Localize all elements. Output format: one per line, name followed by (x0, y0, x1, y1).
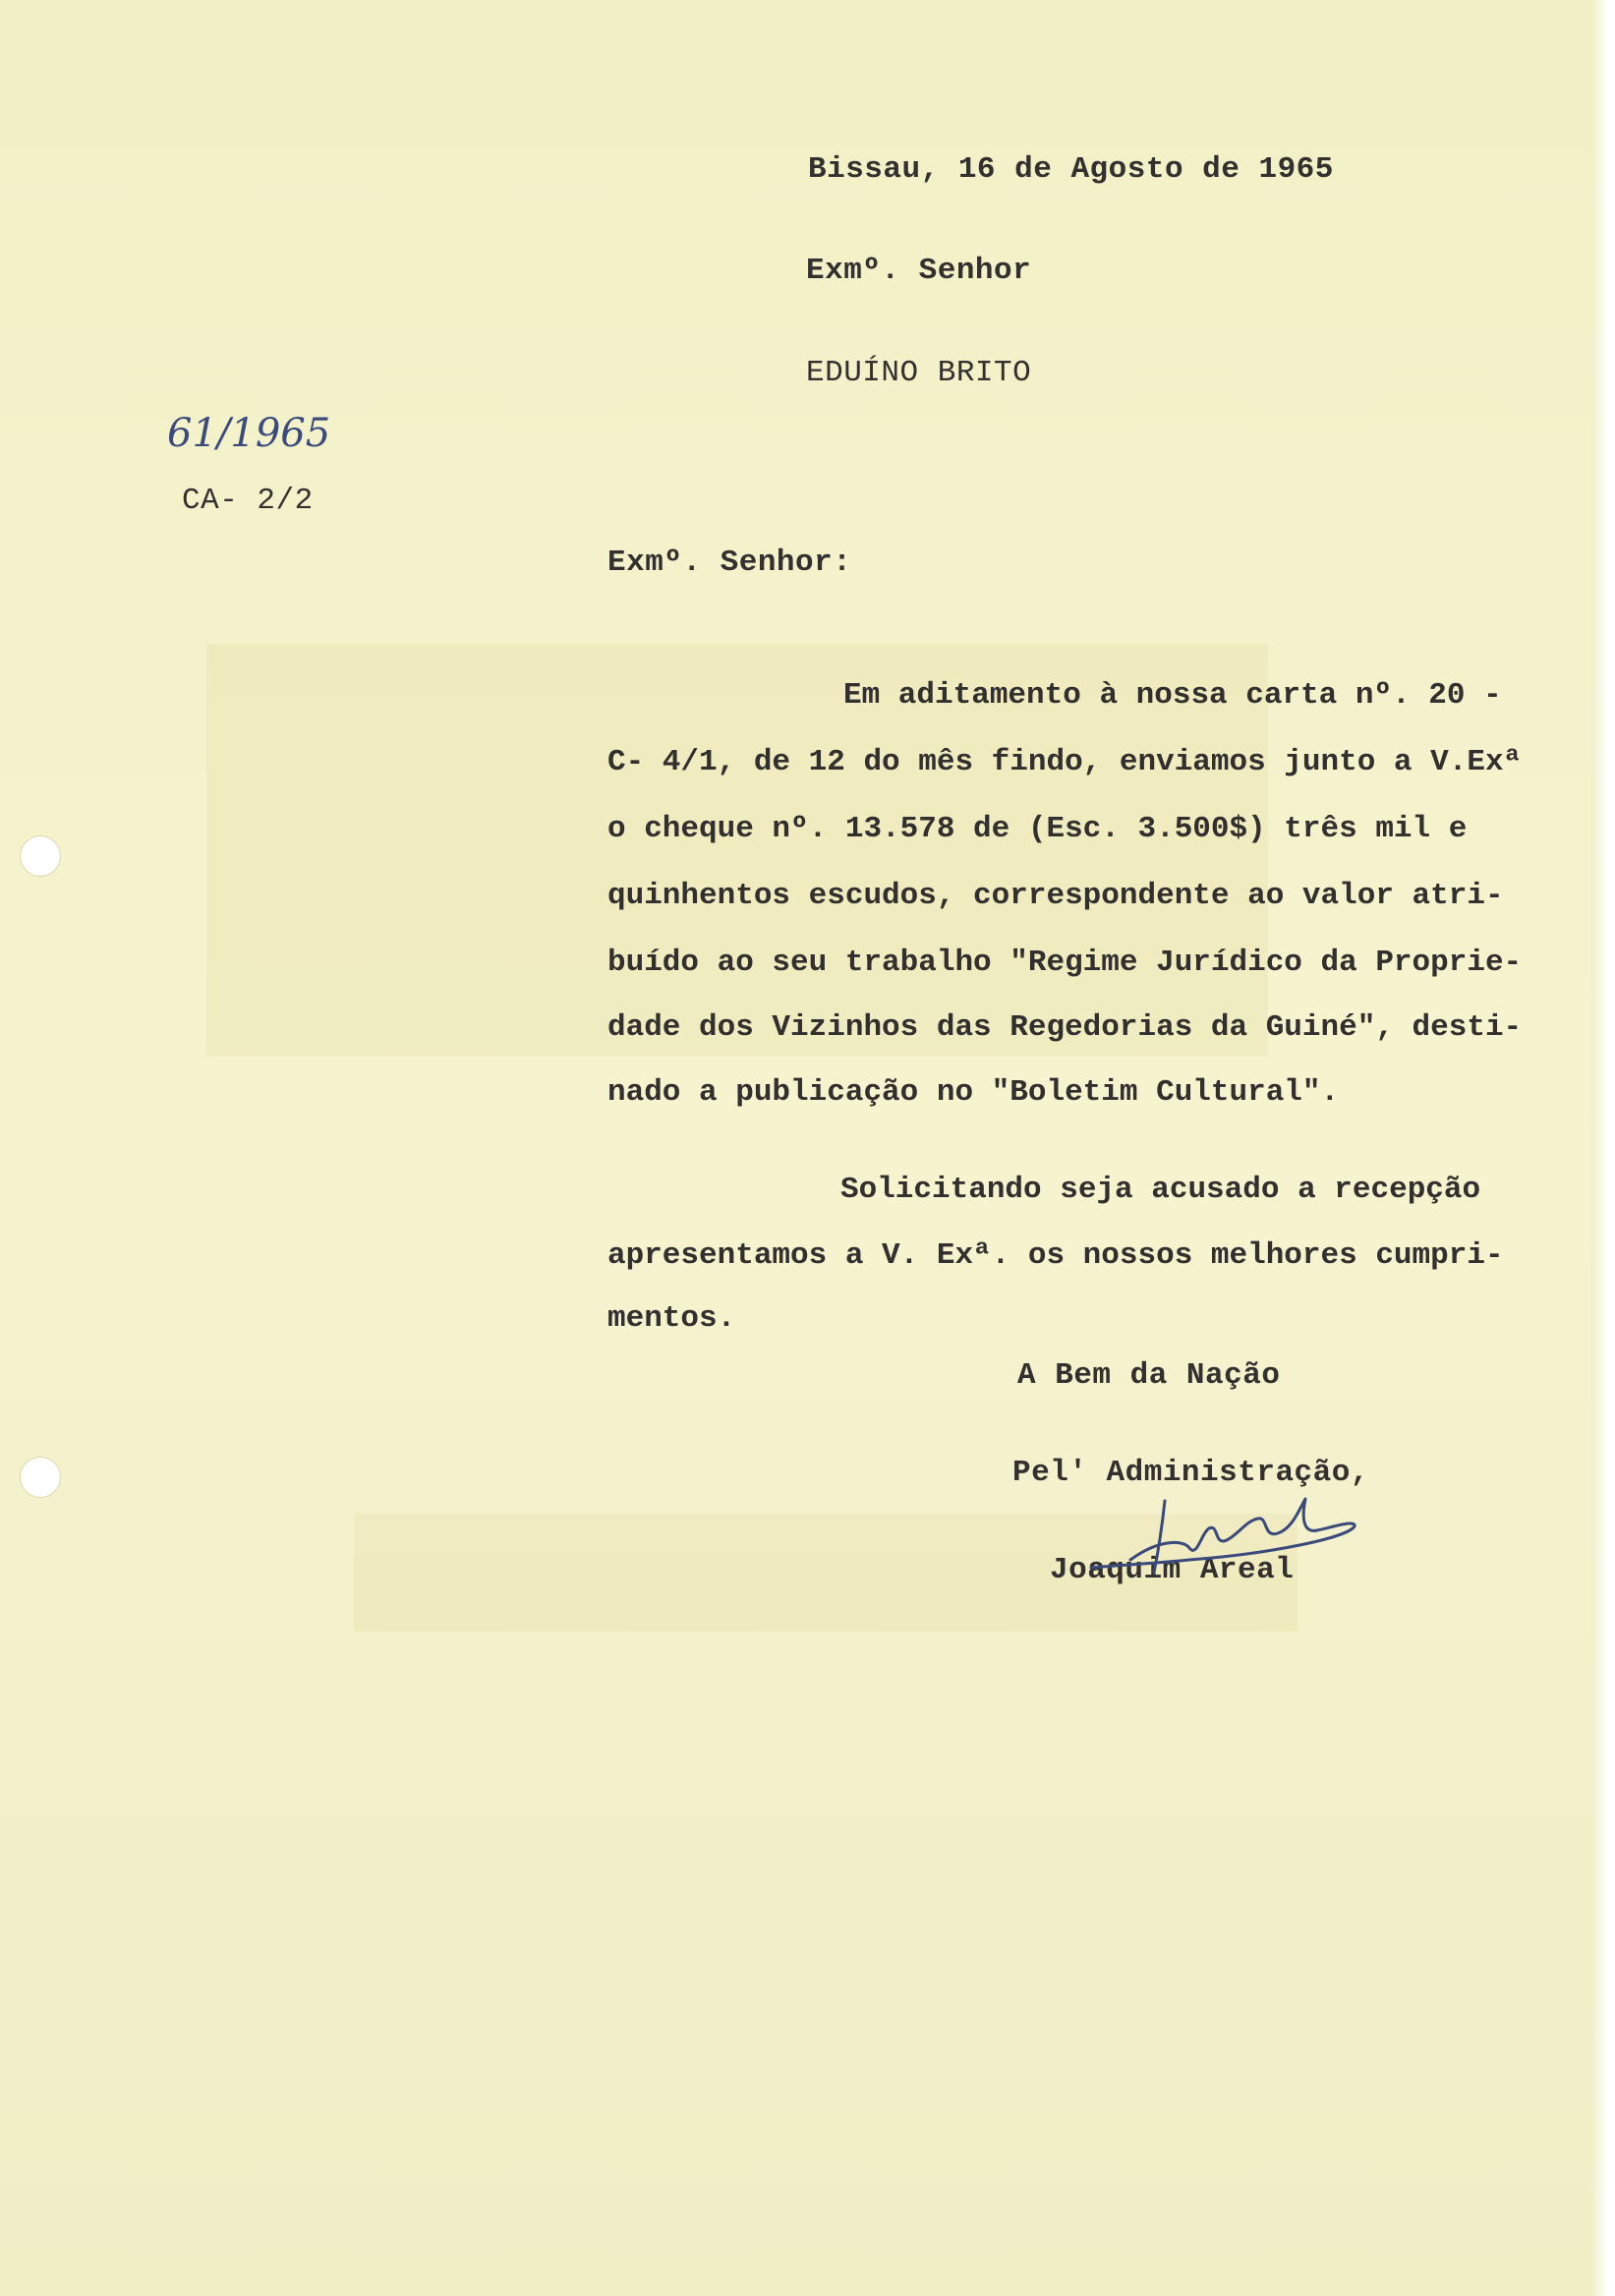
closing-line: Solicitando seja acusado a recepção (840, 1173, 1481, 1207)
signatory-name: Joaquim Areal (1050, 1553, 1295, 1587)
valediction: A Bem da Nação (1017, 1358, 1281, 1393)
body-line: dade dos Vizinhos das Regedorias da Guiné", desti- (607, 1010, 1523, 1045)
body-line: nado a publicação no "Boletim Cultural". (607, 1075, 1340, 1110)
handwritten-signature (1071, 1479, 1366, 1607)
addressee-name: EDUÍNO BRITO (806, 356, 1032, 390)
closing-line: mentos. (607, 1301, 736, 1336)
body-line: o cheque nº. 13.578 de (Esc. 3.500$) três mil e (607, 812, 1468, 846)
greeting: Exmº. Senhor: (607, 545, 852, 580)
punch-hole-lower (20, 1457, 61, 1498)
body-line: buído ao seu trabalho "Regime Jurídico da Proprie- (607, 946, 1523, 980)
paper-right-edge (1591, 0, 1615, 2296)
signoff: Pel' Administração, (1012, 1456, 1369, 1490)
body-line: C- 4/1, de 12 do mês findo, enviamos junto a V.Exª (607, 745, 1523, 779)
place-date: Bissau, 16 de Agosto de 1965 (808, 152, 1334, 187)
body-line: Em aditamento à nossa carta nº. 20 - (843, 678, 1502, 713)
body-line: quinhentos escudos, correspondente ao valor atri- (607, 879, 1504, 913)
handwritten-reference: 61/1965 (167, 411, 331, 456)
punch-hole-upper (20, 835, 61, 877)
closing-line: apresentamos a V. Exª. os nossos melhores cumpri- (607, 1238, 1504, 1273)
addressee-salutation: Exmº. Senhor (806, 254, 1032, 288)
reference-code: CA- 2/2 (182, 484, 314, 518)
